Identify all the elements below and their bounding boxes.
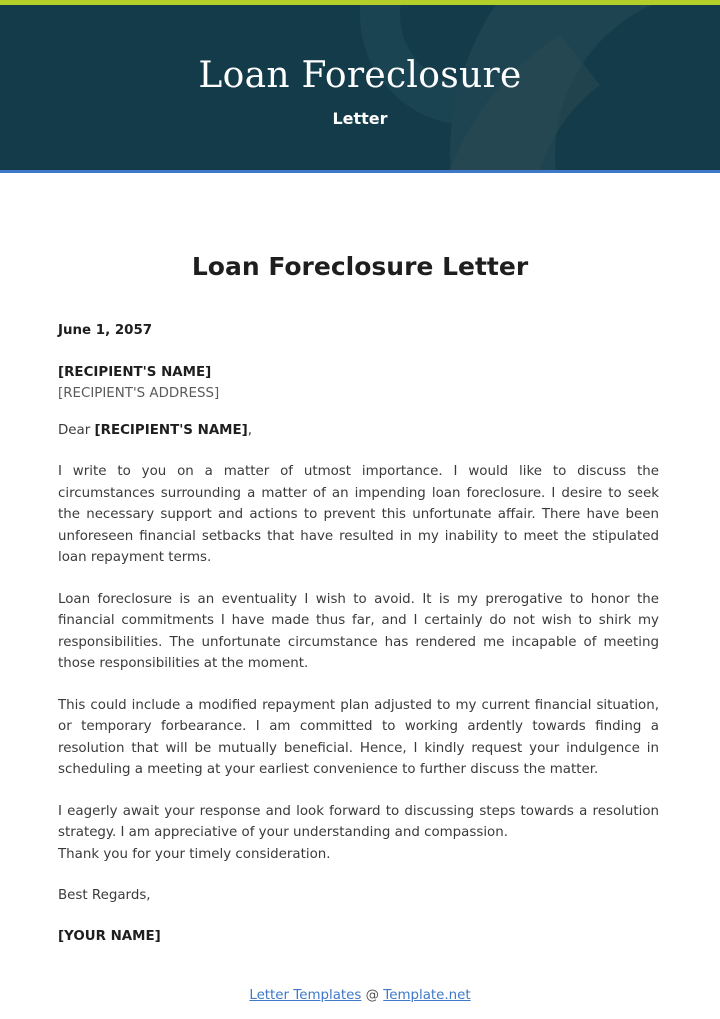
- recipient-block: [58, 362, 659, 405]
- salutation-prefix: Dear: [58, 422, 95, 438]
- banner-bottom-rule: [0, 170, 720, 173]
- recipient-address: [RECIPIENT'S ADDRESS]: [58, 386, 220, 401]
- letter-date: June 1, 2057: [58, 323, 153, 338]
- footer-link-template-net[interactable]: Template.net: [383, 988, 471, 1003]
- closing-line: Thank you for your timely consideration.: [58, 846, 331, 862]
- footer-separator: @: [361, 988, 384, 1003]
- paragraph-1: I write to you on a matter of utmost importance. I would like to discuss the circumstances surrounding a matter of an impending loan foreclosure. I desire to seek the necessary support and actions to prevent this unfortunate affair. There have been unforeseen financial setbacks that have resulted in my inability to meet the stipulated loan repayment terms.: [58, 464, 659, 565]
- signoff: Best Regards,: [58, 888, 151, 903]
- signature: [YOUR NAME]: [58, 928, 161, 944]
- recipient-name: [RECIPIENT'S NAME]: [58, 364, 212, 380]
- document-heading: Loan Foreclosure Letter: [191, 252, 529, 281]
- paragraph-4: I eagerly await your response and look forward to discussing steps towards a resolution strategy. I am appreciative of your understanding and compassion.: [58, 803, 659, 840]
- banner-title: Loan Foreclosure: [198, 55, 522, 96]
- header-banner: [0, 5, 720, 170]
- banner-subtitle: Letter: [332, 109, 388, 128]
- salutation-suffix: ,: [247, 422, 253, 438]
- paragraph-3: This could include a modified repayment plan adjusted to my current financial situation, or temporary forbearance. I am committed to working ardently towards finding a resolution that will be mutually beneficial. Hence, I kindly request your indulgence in scheduling a meeting at your earliest convenience to further discuss the matter.: [58, 697, 659, 777]
- footer-link-letter-templates[interactable]: Letter Templates: [249, 988, 362, 1003]
- paragraph-2: Loan foreclosure is an eventuality I wish to avoid. It is my prerogative to honor the financial commitments I have made thus far, and I certainly do not wish to shirk my responsibilities. The unfortunate circumstance has rendered me incapable of meeting those responsibilities at the moment.: [58, 591, 659, 671]
- salutation: [58, 420, 659, 442]
- salutation-name: [RECIPIENT'S NAME]: [94, 422, 248, 438]
- letter-body: [58, 320, 659, 947]
- footer: [0, 988, 720, 1003]
